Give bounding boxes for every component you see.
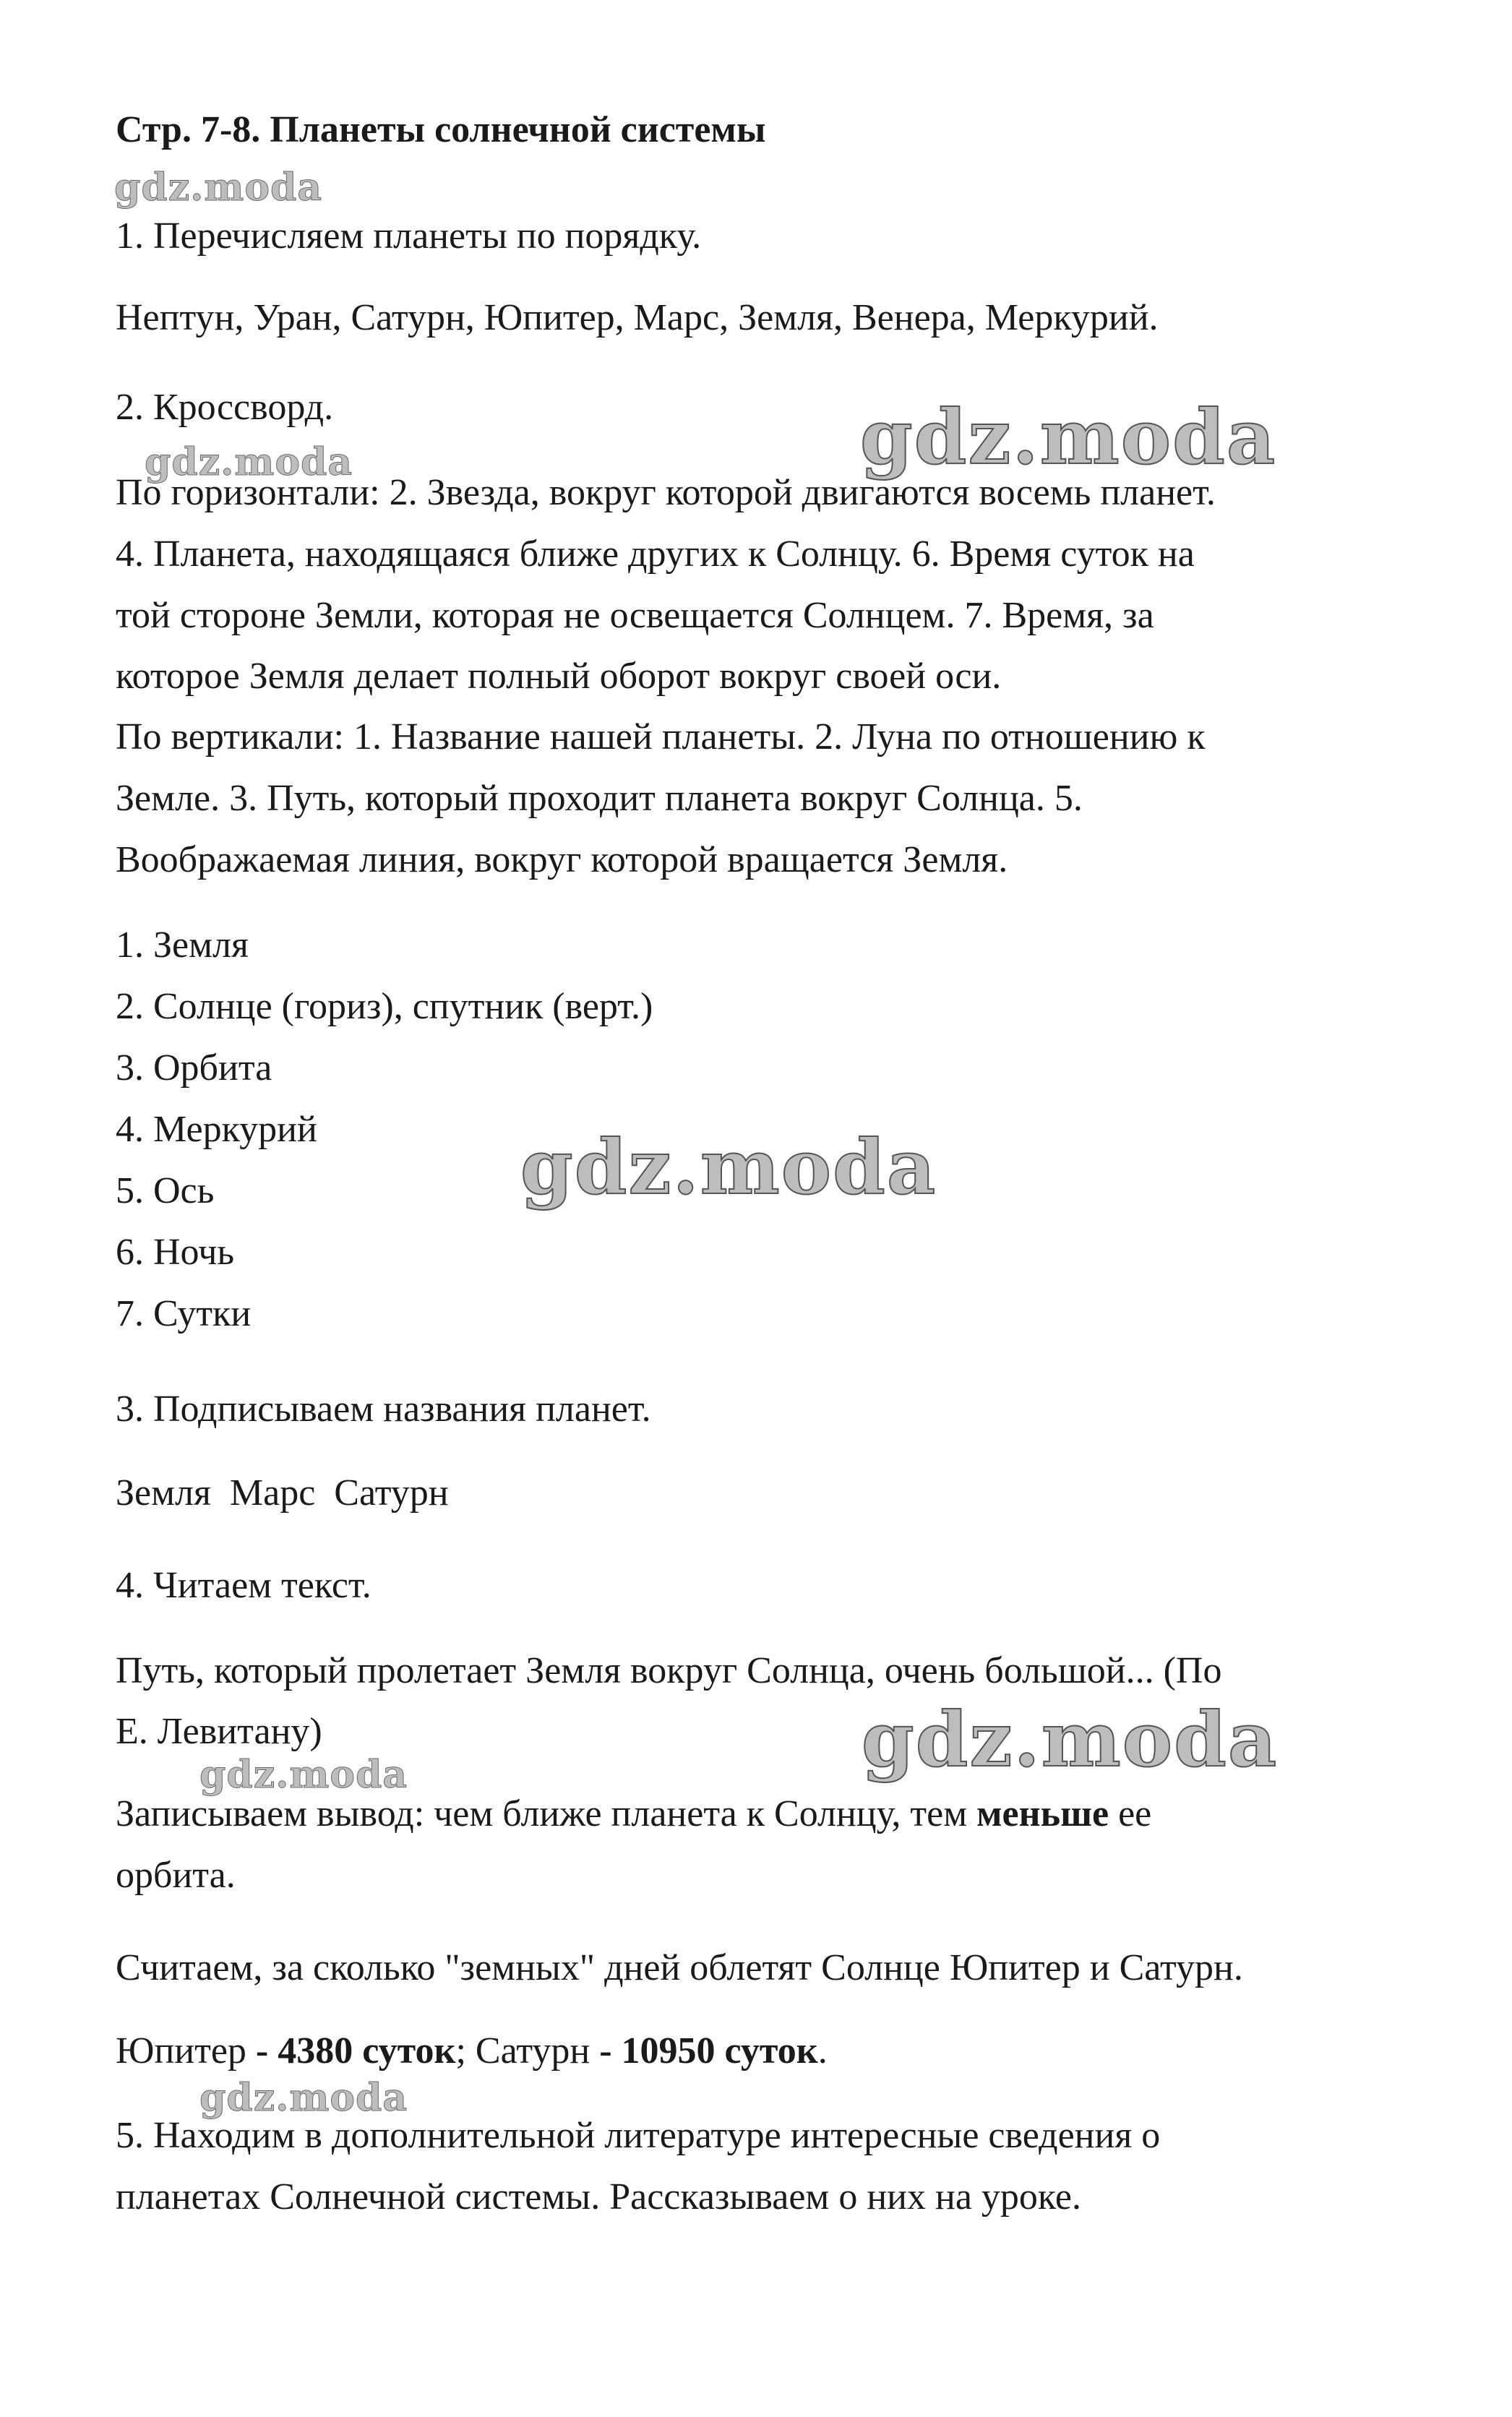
clue-line: которое Земля делает полный оборот вокруг своей оси. [116, 656, 1002, 697]
task1-answer: Нептун, Уран, Сатурн, Юпитер, Марс, Земля, Венера, Меркурий. [116, 297, 1159, 338]
clue-line: 4. Планета, находящаяся ближе других к Солнцу. 6. Время суток на [116, 533, 1195, 575]
task3-heading: 3. Подписываем названия планет. [116, 1388, 651, 1430]
answer-item: 4. Меркурий [116, 1109, 317, 1150]
answer-item: 2. Солнце (гориз), спутник (верт.) [116, 986, 653, 1027]
task2-heading: 2. Кроссворд. [116, 387, 334, 428]
answer-item: 6. Ночь [116, 1232, 235, 1273]
task5-line1: 5. Находим в дополнительной литературе интересные сведения о [116, 2115, 1161, 2156]
clue-line: той стороне Земли, которая не освещается Солнцем. 7. Время, за [116, 595, 1154, 636]
watermark-logo: gdz.moda [520, 1122, 937, 1211]
clue-line: Земле. 3. Путь, который проходит планета вокруг Солнца. 5. [116, 778, 1083, 819]
result-separator: ; Сатурн [455, 2030, 600, 2072]
answer-item: 7. Сутки [116, 1293, 252, 1334]
task5-line2: планетах Солнечной системы. Рассказываем о них на уроке. [116, 2176, 1081, 2218]
task1-heading: 1. Перечисляем планеты по порядку. [116, 215, 702, 257]
watermark-logo: gdz.moda [114, 166, 323, 210]
clue-line: По вертикали: 1. Название нашей планеты. 2. Луна по отношению к [116, 716, 1206, 757]
watermark-logo: gdz.moda [862, 1695, 1279, 1784]
result-end: . [817, 2030, 828, 2072]
watermark-logo: gdz.moda [860, 392, 1277, 481]
jupiter-value: - 4380 суток [255, 2030, 456, 2072]
answer-item: 5. Ось [116, 1170, 215, 1211]
task4-count-text: Считаем, за сколько "земных" дней облетят Солнце Юпитер и Сатурн. [116, 1947, 1243, 1988]
task4-text-line2: Е. Левитану) [116, 1711, 322, 1752]
watermark-logo: gdz.moda [199, 1753, 408, 1797]
task4-result [116, 2030, 828, 2073]
task4-heading: 4. Читаем текст. [116, 1565, 371, 1606]
watermark-logo: gdz.moda [145, 440, 353, 484]
task4-text-line1: Путь, который пролетает Земля вокруг Солнца, очень большой... (По [116, 1650, 1222, 1691]
answer-item: 3. Орбита [116, 1047, 272, 1089]
jupiter-label: Юпитер [116, 2030, 256, 2072]
conclusion-bold-word: меньше [976, 1793, 1109, 1834]
conclusion-suffix: ее [1109, 1793, 1152, 1834]
saturn-value: - 10950 суток [599, 2030, 818, 2072]
task4-conclusion [116, 1793, 1151, 1836]
page-title: Стр. 7-8. Планеты солнечной системы [116, 109, 766, 150]
clue-line: По горизонтали: 2. Звезда, вокруг которой двигаются восемь планет. [116, 472, 1216, 513]
watermark-logo: gdz.moda [199, 2076, 408, 2120]
clue-line: Воображаемая линия, вокруг которой вращается Земля. [116, 839, 1008, 880]
conclusion-prefix: Записываем вывод: чем ближе планета к Солнцу, тем [116, 1793, 977, 1834]
task3-answer: Земля Марс Сатурн [116, 1472, 449, 1514]
answer-item: 1. Земля [116, 924, 249, 966]
task4-conclusion-line2: орбита. [116, 1855, 236, 1896]
